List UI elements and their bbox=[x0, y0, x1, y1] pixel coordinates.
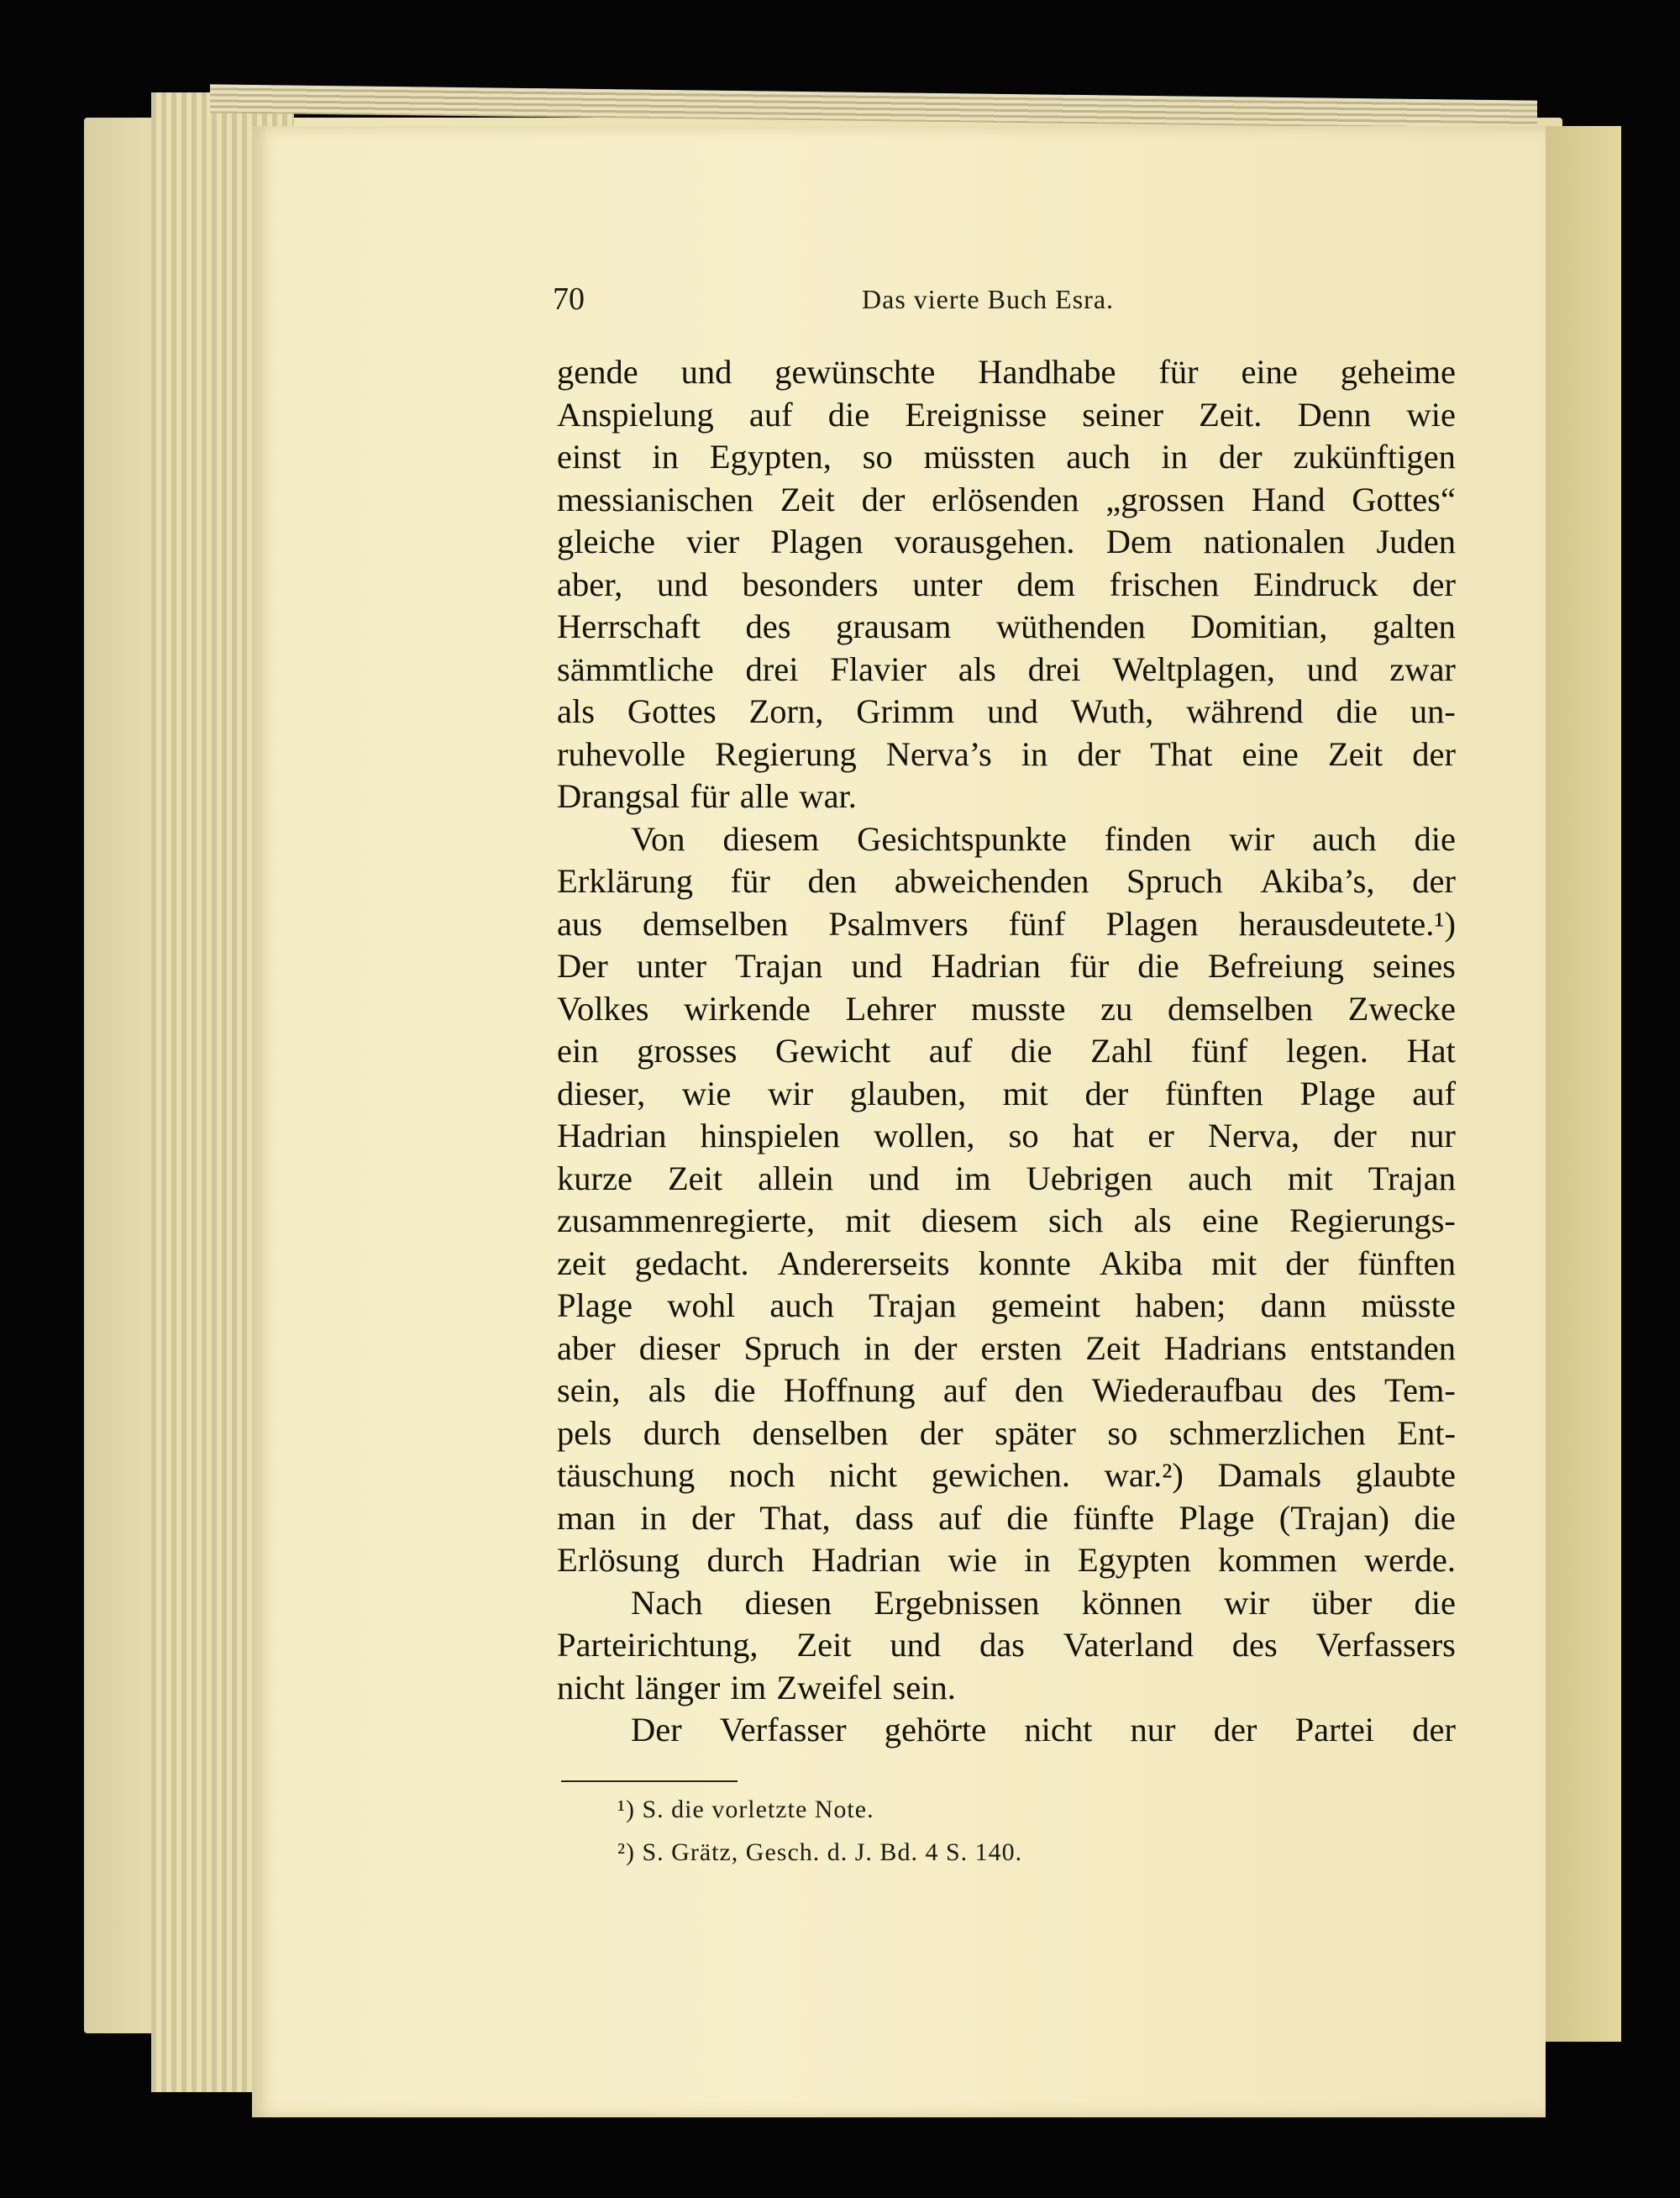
word: kommen bbox=[1218, 1541, 1337, 1579]
word: aus bbox=[557, 904, 602, 943]
word: und bbox=[656, 565, 708, 603]
word: und bbox=[1306, 649, 1358, 688]
word: die bbox=[827, 395, 870, 434]
text-line bbox=[557, 1370, 1456, 1412]
text-line bbox=[557, 521, 1456, 564]
word: als bbox=[557, 692, 595, 730]
footnote-2: ²) S. Grätz, Gesch. d. J. Bd. 4 S. 140. bbox=[617, 1838, 1023, 1866]
word: auch bbox=[1066, 438, 1131, 476]
word: drei bbox=[1027, 649, 1081, 688]
word: müssten bbox=[923, 438, 1036, 476]
word: glauben, bbox=[849, 1074, 967, 1112]
word: in bbox=[1024, 1541, 1051, 1579]
text-line bbox=[557, 1582, 1456, 1625]
word: nicht bbox=[1024, 1711, 1093, 1748]
word: Hadrian bbox=[931, 947, 1041, 985]
word: Hand bbox=[1251, 480, 1326, 518]
word: (Trajan) bbox=[1278, 1498, 1389, 1537]
word: ersten bbox=[980, 1328, 1063, 1367]
word: Gewicht bbox=[774, 1032, 891, 1070]
word: gewichen. bbox=[931, 1456, 1071, 1494]
text-line bbox=[557, 1030, 1456, 1073]
word: noch bbox=[728, 1456, 795, 1494]
word: war. bbox=[799, 777, 857, 815]
word: dem bbox=[1016, 565, 1075, 603]
word: Hadrians bbox=[1163, 1328, 1287, 1367]
word: fünf bbox=[1008, 904, 1066, 943]
word: Herrschaft bbox=[557, 607, 701, 645]
word: wie bbox=[1406, 395, 1456, 434]
word: Denn bbox=[1297, 395, 1372, 434]
word: Nerva’s bbox=[885, 734, 992, 773]
word: mit bbox=[1287, 1159, 1333, 1197]
text-line bbox=[557, 734, 1456, 776]
text-line bbox=[557, 1454, 1456, 1497]
word: Zeit. bbox=[1199, 395, 1263, 434]
word: sämmtliche bbox=[557, 649, 714, 688]
text-line bbox=[557, 1243, 1456, 1286]
word: in bbox=[1161, 438, 1189, 476]
word: gedacht. bbox=[634, 1244, 749, 1282]
word: Zeit bbox=[667, 1159, 723, 1197]
word: das bbox=[979, 1626, 1025, 1664]
word: Akiba’s, bbox=[1260, 862, 1375, 900]
word: nationalen bbox=[1203, 523, 1346, 560]
word: und bbox=[680, 353, 732, 391]
word: während bbox=[1186, 692, 1304, 730]
word: geheime bbox=[1340, 353, 1456, 391]
word: Spruch bbox=[743, 1328, 841, 1367]
word: Plage bbox=[1179, 1498, 1255, 1537]
text-line bbox=[557, 988, 1456, 1031]
word: und bbox=[987, 692, 1038, 730]
word: seiner bbox=[1082, 395, 1163, 434]
word: im bbox=[730, 1668, 767, 1706]
word: finden bbox=[1104, 819, 1192, 858]
word: unter bbox=[636, 947, 707, 985]
word: hat bbox=[1072, 1117, 1115, 1154]
word: haben; bbox=[1135, 1286, 1226, 1324]
word: zukünftigen bbox=[1293, 438, 1456, 476]
word: die bbox=[1414, 1583, 1456, 1622]
word: nicht bbox=[557, 1668, 625, 1706]
word: Flavier bbox=[830, 649, 927, 688]
word: war.²) bbox=[1104, 1456, 1184, 1494]
word: Vaterland bbox=[1063, 1626, 1194, 1664]
word: durch bbox=[643, 1413, 721, 1452]
word: der bbox=[691, 1498, 735, 1537]
word: Regierung bbox=[715, 734, 857, 773]
word: müsste bbox=[1361, 1286, 1456, 1324]
word: denselben bbox=[752, 1413, 889, 1452]
word: Zeit bbox=[796, 1626, 852, 1664]
footnotes bbox=[617, 1788, 1022, 1874]
word: wir bbox=[1224, 1583, 1270, 1622]
word: als bbox=[648, 1371, 686, 1409]
word: Ereignisse bbox=[905, 395, 1047, 434]
word: Spruch bbox=[1126, 862, 1223, 900]
word: demselben bbox=[1167, 989, 1314, 1028]
word: wir bbox=[1229, 819, 1275, 858]
word: wir bbox=[768, 1074, 814, 1112]
word: Tem- bbox=[1384, 1371, 1456, 1409]
word: zu bbox=[1100, 989, 1133, 1028]
word: musste bbox=[970, 989, 1066, 1028]
text-line bbox=[557, 564, 1456, 607]
word: die bbox=[1137, 947, 1179, 985]
word: Ergebnissen bbox=[874, 1583, 1040, 1622]
word: aber, bbox=[557, 565, 623, 603]
word: die bbox=[714, 1371, 756, 1409]
word: der bbox=[1412, 862, 1456, 900]
word: gewünschte bbox=[774, 353, 936, 391]
word: die bbox=[1006, 1498, 1048, 1537]
word: auch bbox=[769, 1286, 834, 1324]
word: eine bbox=[1202, 1202, 1259, 1239]
word: zusammenregierte, bbox=[557, 1202, 815, 1239]
word: den bbox=[807, 862, 858, 900]
running-head bbox=[553, 281, 1452, 331]
text-line bbox=[557, 1539, 1456, 1582]
word: Zeit bbox=[780, 480, 835, 518]
word: Handhabe bbox=[978, 353, 1116, 391]
word: für bbox=[1068, 947, 1110, 985]
word: der bbox=[1285, 1244, 1329, 1282]
word: grosses bbox=[637, 1032, 738, 1070]
word: im bbox=[954, 1159, 991, 1197]
word: Juden bbox=[1376, 523, 1456, 560]
word: Zorn, bbox=[748, 692, 824, 730]
word: und bbox=[851, 947, 903, 985]
word: Befreiung bbox=[1207, 947, 1344, 985]
word: Plage bbox=[1299, 1074, 1376, 1112]
word: pels bbox=[557, 1413, 612, 1452]
word: er bbox=[1147, 1117, 1174, 1154]
text-line bbox=[557, 479, 1456, 522]
word: der bbox=[861, 480, 906, 518]
word: der bbox=[1412, 1711, 1456, 1748]
word: demselben bbox=[643, 904, 789, 943]
word: des bbox=[1310, 1371, 1357, 1409]
word: für bbox=[1158, 353, 1199, 391]
word: Eindruck bbox=[1253, 565, 1378, 603]
word: für bbox=[730, 862, 770, 900]
word: diesem bbox=[722, 819, 820, 858]
word: Nach bbox=[631, 1583, 703, 1622]
word: auf bbox=[1412, 1074, 1456, 1112]
word: so bbox=[1107, 1413, 1138, 1452]
text-line bbox=[557, 1328, 1456, 1370]
word: auf bbox=[928, 1032, 973, 1070]
word: „grossen bbox=[1105, 480, 1225, 518]
word: dann bbox=[1260, 1286, 1327, 1324]
word: auf bbox=[942, 1371, 987, 1409]
word: nur bbox=[1410, 1117, 1456, 1154]
word: Parteirichtung, bbox=[557, 1626, 759, 1664]
word: länger bbox=[635, 1668, 721, 1706]
text-line bbox=[557, 691, 1456, 734]
word: Gottes bbox=[627, 692, 717, 730]
word: fünften bbox=[1357, 1244, 1456, 1282]
word: Ent- bbox=[1397, 1413, 1456, 1452]
word: wüthenden bbox=[995, 607, 1146, 645]
word: alle bbox=[739, 777, 790, 815]
text-line bbox=[557, 1285, 1456, 1328]
word: Plagen bbox=[770, 523, 864, 560]
word: auch bbox=[1188, 1159, 1252, 1197]
text-line bbox=[557, 1073, 1456, 1116]
word: Zwecke bbox=[1347, 989, 1456, 1028]
word: Erlösung bbox=[557, 1541, 680, 1579]
word: unter bbox=[912, 565, 983, 603]
word: Weltplagen, bbox=[1112, 649, 1275, 688]
word: der bbox=[913, 1328, 958, 1367]
text-line bbox=[557, 1624, 1456, 1667]
word: fünf bbox=[1190, 1032, 1248, 1070]
word: wohl bbox=[667, 1286, 736, 1324]
text-line bbox=[557, 818, 1456, 861]
word: können bbox=[1081, 1583, 1182, 1622]
text-line bbox=[557, 1115, 1456, 1158]
text-line bbox=[557, 649, 1456, 691]
word: die bbox=[1414, 1498, 1456, 1537]
word: für bbox=[690, 777, 730, 815]
word: diesem bbox=[921, 1202, 1018, 1239]
word: gehörte bbox=[884, 1711, 987, 1748]
word: die bbox=[1011, 1032, 1053, 1070]
word: vorausgehen. bbox=[894, 523, 1075, 560]
word: wie bbox=[681, 1074, 732, 1112]
word: wollen, bbox=[874, 1117, 975, 1154]
word: über bbox=[1311, 1583, 1373, 1622]
word: den bbox=[1014, 1371, 1064, 1409]
word: wirkende bbox=[684, 989, 811, 1028]
word: Akiba bbox=[1099, 1244, 1183, 1282]
word: auf bbox=[748, 395, 793, 434]
word: Plage bbox=[557, 1286, 633, 1324]
word: That, bbox=[759, 1498, 831, 1537]
word: so bbox=[862, 438, 893, 476]
word: abweichenden bbox=[894, 862, 1089, 900]
word: herausdeutete.¹) bbox=[1238, 904, 1456, 943]
word: That bbox=[1150, 734, 1213, 773]
word: Dem bbox=[1105, 523, 1173, 560]
word: Von bbox=[631, 819, 685, 858]
word: dieser, bbox=[557, 1074, 646, 1112]
word: Andererseits bbox=[777, 1244, 950, 1282]
word: dieser bbox=[638, 1328, 721, 1367]
word: gende bbox=[557, 353, 638, 391]
word: diesen bbox=[744, 1583, 832, 1622]
word: konnte bbox=[978, 1244, 1071, 1282]
text-line bbox=[557, 606, 1456, 649]
word: entstanden bbox=[1310, 1328, 1456, 1367]
word: aber bbox=[557, 1328, 616, 1367]
word: Verfasser bbox=[719, 1711, 847, 1748]
word: dass bbox=[855, 1498, 914, 1537]
word: Der bbox=[557, 947, 608, 985]
word: zeit bbox=[557, 1244, 606, 1282]
footnote-rule bbox=[561, 1780, 738, 1782]
text-line bbox=[557, 1709, 1456, 1752]
word: besonders bbox=[742, 565, 879, 603]
word: in bbox=[640, 1498, 667, 1537]
word: galten bbox=[1372, 607, 1456, 645]
text-line bbox=[557, 776, 1456, 818]
word: auf bbox=[938, 1498, 982, 1537]
word: durch bbox=[706, 1541, 785, 1579]
word: der bbox=[1412, 734, 1456, 773]
word: un- bbox=[1410, 692, 1456, 730]
word: mit bbox=[1002, 1074, 1048, 1112]
word: Verfassers bbox=[1315, 1626, 1456, 1664]
word: Gottes“ bbox=[1352, 480, 1456, 518]
word: so bbox=[1008, 1117, 1039, 1154]
text-line bbox=[557, 394, 1456, 437]
footnote-1: ¹) S. die vorletzte Note. bbox=[617, 1796, 874, 1823]
word: Egypten, bbox=[709, 438, 832, 476]
word: hinspielen bbox=[700, 1117, 841, 1154]
text-line bbox=[557, 1200, 1456, 1243]
word: später bbox=[995, 1413, 1076, 1452]
word: der bbox=[1213, 1711, 1257, 1748]
word: legen. bbox=[1286, 1032, 1368, 1070]
word: drei bbox=[745, 649, 799, 688]
word: erlösenden bbox=[932, 480, 1079, 518]
word: nicht bbox=[829, 1456, 898, 1494]
word: Uebrigen bbox=[1026, 1159, 1153, 1197]
word: Trajan bbox=[1368, 1159, 1456, 1197]
word: kurze bbox=[557, 1159, 633, 1197]
word: sein. bbox=[892, 1668, 956, 1706]
word: eine bbox=[1241, 353, 1298, 391]
word: werde. bbox=[1363, 1541, 1456, 1579]
word: nur bbox=[1130, 1711, 1176, 1748]
running-title: Das vierte Buch Esra. bbox=[862, 284, 1115, 314]
word: Zweifel bbox=[776, 1668, 883, 1706]
word: ein bbox=[557, 1032, 599, 1070]
word: Der bbox=[631, 1711, 682, 1748]
word: Gesichtspunkte bbox=[857, 819, 1067, 858]
text-line bbox=[557, 351, 1456, 394]
text-line bbox=[557, 1497, 1456, 1540]
word: der bbox=[919, 1413, 963, 1452]
word: glaubte bbox=[1355, 1456, 1456, 1494]
word: ruhevolle bbox=[557, 734, 685, 773]
word: Wiederaufbau bbox=[1091, 1371, 1284, 1409]
word: Trajan bbox=[869, 1286, 957, 1324]
word: Lehrer bbox=[845, 989, 937, 1028]
word: seines bbox=[1372, 947, 1456, 985]
word: Trajan bbox=[735, 947, 823, 985]
word: der bbox=[1412, 565, 1456, 603]
word: die bbox=[1336, 692, 1378, 730]
word: messianischen bbox=[557, 480, 753, 518]
word: in bbox=[1021, 734, 1048, 773]
word: grausam bbox=[836, 607, 952, 645]
text-line bbox=[557, 860, 1456, 903]
word: Hoffnung bbox=[783, 1371, 916, 1409]
word: mit bbox=[845, 1202, 891, 1239]
word: fünfte bbox=[1073, 1498, 1154, 1537]
word: einst bbox=[557, 438, 622, 476]
text-line bbox=[557, 1412, 1456, 1455]
word: frischen bbox=[1109, 565, 1220, 603]
word: und bbox=[869, 1159, 920, 1197]
word: die bbox=[1414, 819, 1456, 858]
body-text bbox=[557, 351, 1456, 1752]
word: Hadrian bbox=[557, 1117, 667, 1154]
word: sein, bbox=[557, 1371, 621, 1409]
word: Zeit bbox=[1327, 734, 1383, 773]
word: und bbox=[890, 1626, 942, 1664]
word: eine bbox=[1242, 734, 1299, 773]
word: Domitian, bbox=[1190, 607, 1328, 645]
text-line bbox=[557, 945, 1456, 988]
word: Nerva, bbox=[1207, 1117, 1299, 1154]
word: Wuth, bbox=[1070, 692, 1154, 730]
word: sich bbox=[1047, 1202, 1104, 1239]
text-line bbox=[557, 1158, 1456, 1201]
word: vier bbox=[686, 523, 740, 560]
word: der bbox=[1333, 1117, 1377, 1154]
word: als bbox=[958, 649, 996, 688]
word: gleiche bbox=[557, 523, 655, 560]
word: Grimm bbox=[856, 692, 955, 730]
text-line bbox=[557, 436, 1456, 479]
word: wie bbox=[948, 1541, 997, 1579]
word: fünften bbox=[1164, 1074, 1263, 1112]
word: der bbox=[1084, 1074, 1129, 1112]
word: Egypten bbox=[1077, 1541, 1191, 1579]
text-line bbox=[557, 1667, 1456, 1710]
word: auch bbox=[1312, 819, 1377, 858]
word: der bbox=[1218, 438, 1263, 476]
word: Damals bbox=[1217, 1456, 1322, 1494]
page-number: 70 bbox=[553, 281, 585, 317]
word: Drangsal bbox=[557, 777, 680, 815]
word: Erklärung bbox=[557, 862, 693, 900]
word: Partei bbox=[1294, 1711, 1375, 1748]
word: des bbox=[745, 607, 791, 645]
word: Hadrian bbox=[811, 1541, 921, 1579]
word: Volkes bbox=[557, 989, 649, 1028]
word: Anspielung bbox=[557, 395, 714, 434]
word: schmerzlichen bbox=[1168, 1413, 1366, 1452]
word: Plagen bbox=[1105, 904, 1199, 943]
word: Zahl bbox=[1090, 1032, 1153, 1070]
word: des bbox=[1231, 1626, 1278, 1664]
word: allein bbox=[758, 1159, 834, 1197]
word: mit bbox=[1211, 1244, 1257, 1282]
word: als bbox=[1133, 1202, 1172, 1239]
text-line bbox=[557, 903, 1456, 946]
word: zwar bbox=[1389, 649, 1456, 688]
word: Psalmvers bbox=[828, 904, 969, 943]
word: man bbox=[557, 1498, 616, 1537]
word: Hat bbox=[1406, 1032, 1456, 1070]
word: Regierungs- bbox=[1289, 1202, 1456, 1239]
word: in bbox=[652, 438, 679, 476]
word: täuschung bbox=[557, 1456, 696, 1494]
word: in bbox=[864, 1328, 890, 1367]
word: gemeint bbox=[990, 1286, 1101, 1324]
word: Zeit bbox=[1085, 1328, 1141, 1367]
word: der bbox=[1077, 734, 1121, 773]
